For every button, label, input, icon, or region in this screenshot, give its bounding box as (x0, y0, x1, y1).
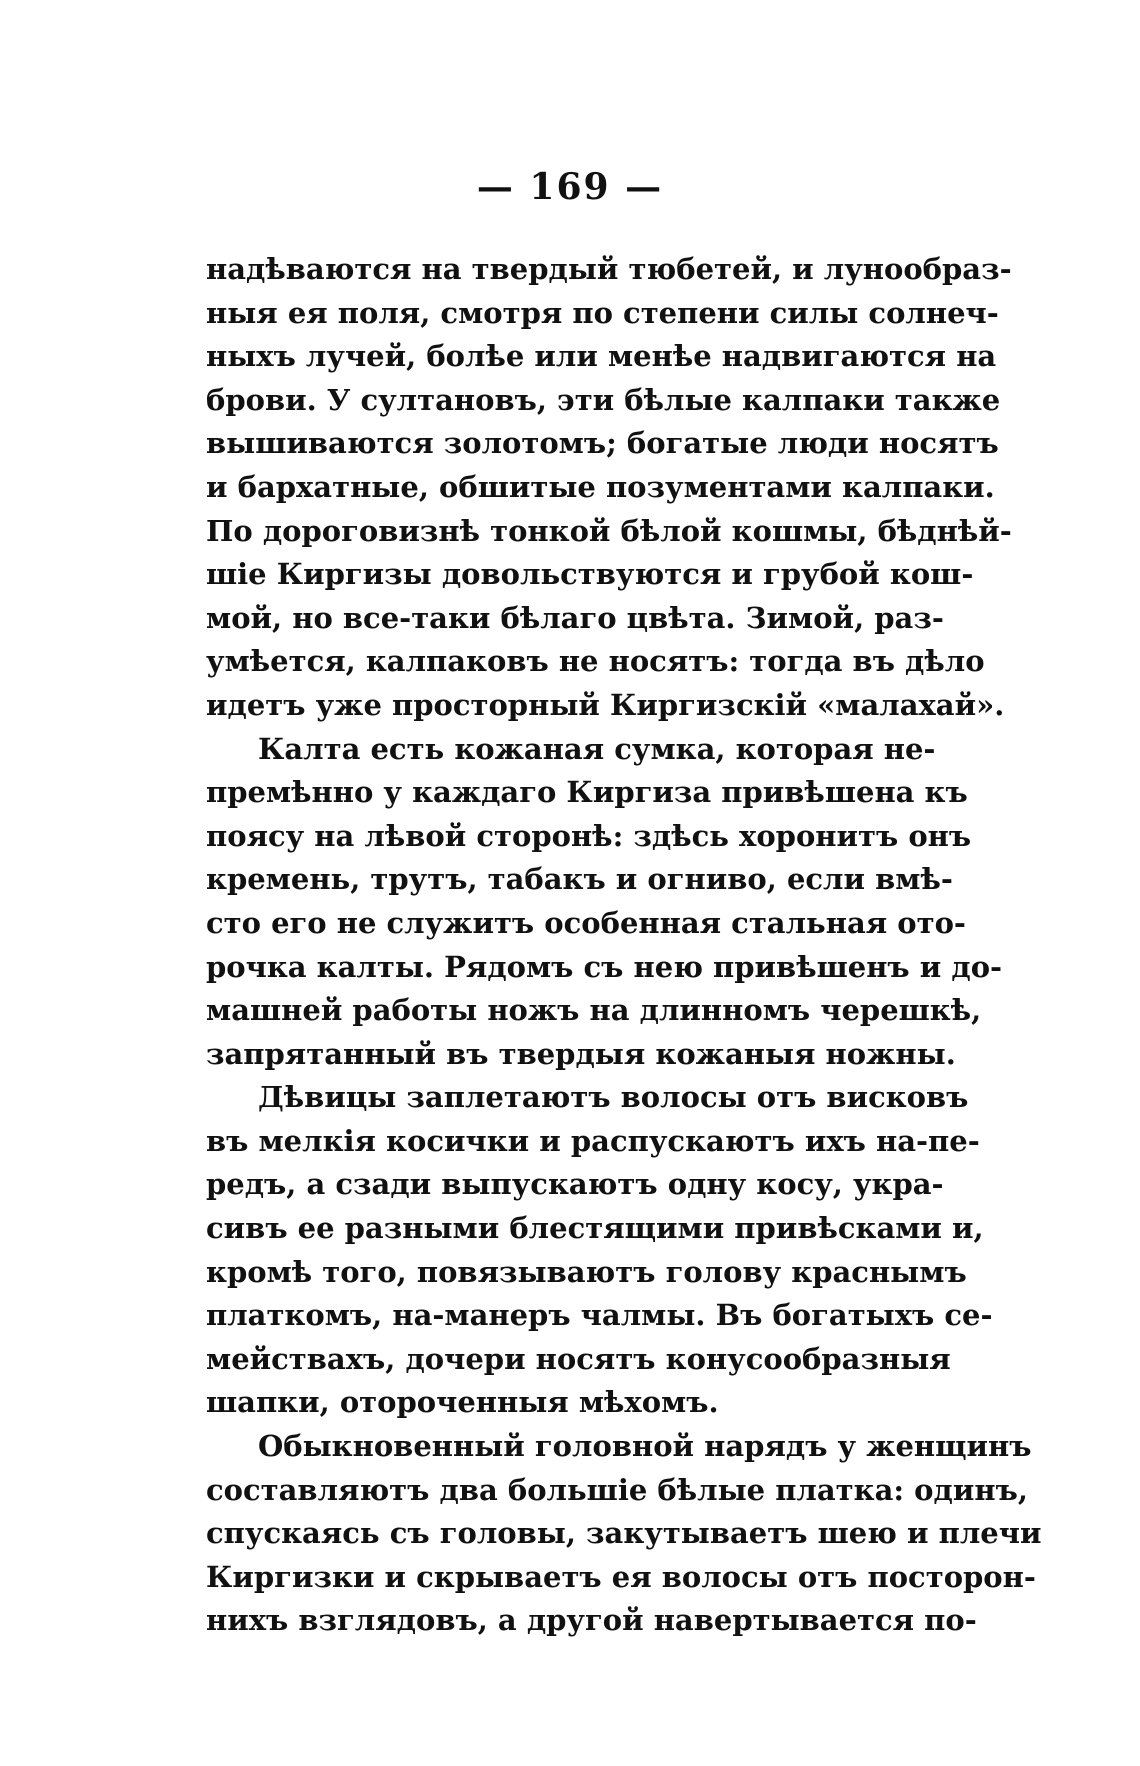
text-line: По дороговизнѣ тонкой бѣлой кошмы, бѣднѣй- (206, 513, 1012, 548)
text-line: запрятанный въ твердыя кожаныя ножны. (206, 1036, 956, 1071)
text-line: машней работы ножъ на длинномъ черешкѣ, (206, 993, 982, 1028)
text-line: мой, но все-таки бѣлаго цвѣта. Зимой, раз- (206, 600, 944, 635)
text-line: спускаясь съ головы, закутываетъ шею и плечи (206, 1516, 1042, 1551)
text-line: вышиваются золотомъ; богатые люди носятъ (206, 426, 999, 461)
text-line: редъ, а сзади выпускаютъ одну косу, укра- (206, 1167, 944, 1202)
text-line: умѣется, калпаковъ не носятъ: тогда въ дѣло (206, 644, 985, 679)
text-line: надѣваются на твердый тюбетей, и лунообраз- (206, 252, 1012, 286)
text-line: премѣнно у каждаго Киргиза привѣшена къ (206, 775, 968, 810)
text-line: въ мелкія косички и распускаютъ ихъ на-пе- (206, 1123, 980, 1158)
text-line: брови. У султановъ, эти бѣлые калпаки также (206, 382, 1001, 417)
text-line: кремень, трутъ, табакъ и огниво, если вмѣ- (206, 862, 953, 897)
text-line: и бархатные, обшитые позументами калпаки. (206, 469, 995, 504)
text-line: платкомъ, на-манеръ чалмы. Въ богатыхъ се- (206, 1298, 993, 1333)
text-line: сто его не служитъ особенная стальная ото- (206, 905, 966, 940)
text-line: идетъ уже просторный Киргизскій «малахай». (206, 687, 1005, 722)
text-line: Киргизки и скрываетъ ея волосы отъ посторон- (206, 1559, 1036, 1594)
text-line: сивъ ее разными блестящими привѣсками и, (206, 1211, 984, 1246)
text-line: мействахъ, дочери носятъ конусообразныя (206, 1341, 951, 1376)
text-line: рочка калты. Рядомъ съ нею привѣшенъ и до- (206, 949, 1003, 984)
text-line: нихъ взглядовъ, а другой навертывается по- (206, 1603, 977, 1638)
text-line: шіе Киргизы довольствуются и грубой кош- (206, 557, 974, 592)
text-line: поясу на лѣвой сторонѣ: здѣсь хоронитъ онъ (206, 818, 972, 853)
text-line: Калта есть кожаная сумка, которая не- (258, 731, 936, 766)
text-line: составляютъ два большіе бѣлые платка: одинъ, (206, 1472, 1028, 1507)
text-line: Дѣвицы заплетаютъ волосы отъ висковъ (258, 1080, 969, 1115)
text-line: ныхъ лучей, болѣе или менѣе надвигаются на (206, 339, 997, 374)
text-line: кромѣ того, повязываютъ голову краснымъ (206, 1254, 967, 1289)
text-line: Обыкновенный головной нарядъ у женщинъ (258, 1429, 1032, 1464)
text-line: шапки, отороченныя мѣхомъ. (206, 1385, 719, 1420)
page-number: — 169 — (476, 166, 664, 208)
text-line: ныя ея поля, смотря по степени силы солнеч- (206, 295, 999, 330)
body-text (206, 248, 1042, 1643)
